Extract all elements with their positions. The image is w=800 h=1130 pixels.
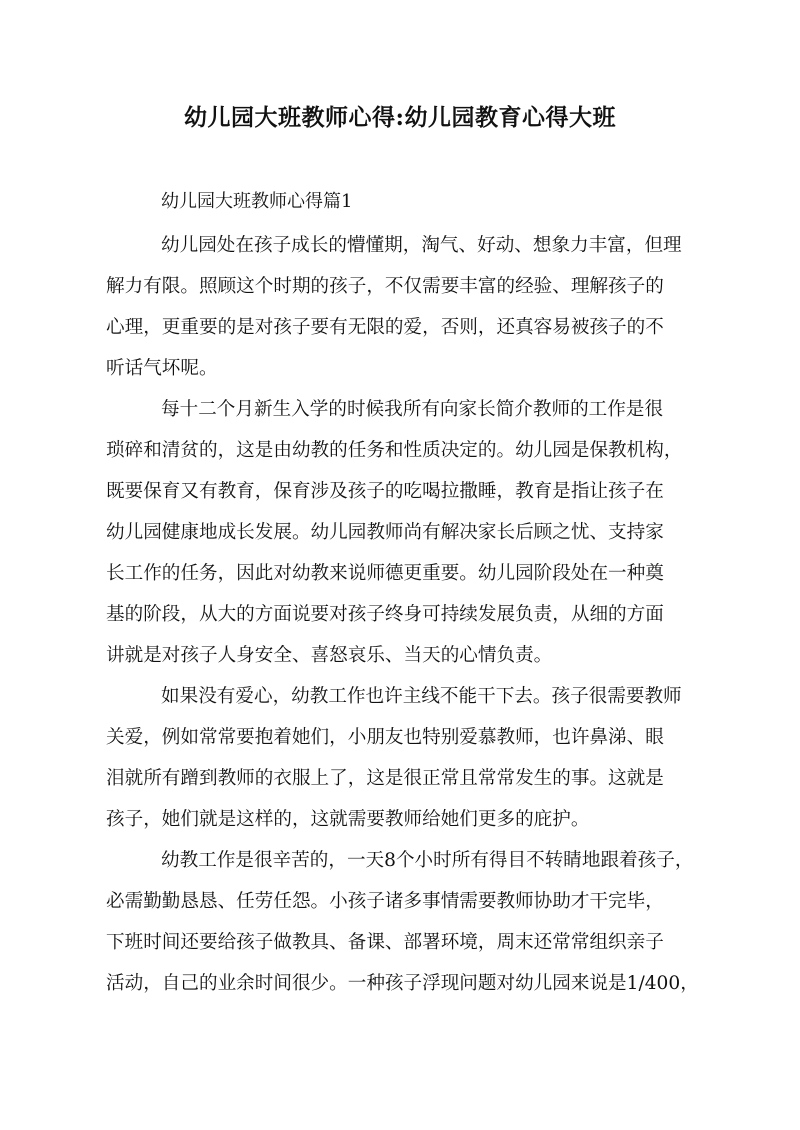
text-line: 解力有限。照顾这个时期的孩子，不仅需要丰富的经验、理解孩子的 [106,276,664,297]
text-line: 幼教工作是很辛苦的，一天8个小时所有得目不转睛地跟着孩子， [161,850,694,871]
text-line: 幼儿园处在孩子成长的懵懂期，淘气、好动、想象力丰富，但理 [161,235,682,256]
text-line: 琐碎和清贫的，这是由幼教的任务和性质决定的。幼儿园是保教机构， [106,440,683,461]
text-line: 讲就是对孩子人身安全、喜怒哀乐、当天的心情负责。 [106,645,553,666]
document-title: 幼儿园大班教师心得:幼儿园教育心得大班 [184,104,616,131]
text-line: 心理，更重要的是对孩子要有无限的爱，否则，还真容易被孩子的不 [106,317,664,338]
text-line: 长工作的任务，因此对幼教来说师德更重要。幼儿园阶段处在一种奠 [106,563,664,584]
text-line: 必需勤勤恳恳、任劳任怨。小孩子诸多事情需要教师协助才干完毕， [106,891,664,912]
text-line: 关爱，例如常常要抱着她们，小朋友也特别爱慕教师，也许鼻涕、眼 [106,727,664,748]
text-line: 活动，自己的业余时间很少。一种孩子浮现问题对幼儿园来说是1/400， [106,973,699,994]
text-line: 基的阶段，从大的方面说要对孩子终身可持续发展负责，从细的方面 [106,604,664,625]
text-line: 如果没有爱心，幼教工作也许主线不能干下去。孩子很需要教师 [161,686,682,707]
text-line: 泪就所有蹭到教师的衣服上了，这是很正常且常常发生的事。这就是 [106,768,664,789]
text-line: 下班时间还要给孩子做教具、备课、部署环境，周末还常常组织亲子 [106,932,664,953]
text-line: 既要保育又有教育，保育涉及孩子的吃喝拉撒睡，教育是指让孩子在 [106,481,664,502]
text-line: 幼儿园健康地成长发展。幼儿园教师尚有解决家长后顾之忧、支持家 [106,522,664,543]
section-heading: 幼儿园大班教师心得篇1 [161,191,353,212]
text-line: 孩子，她们就是这样的，这就需要教师给她们更多的庇护。 [106,809,590,830]
text-line: 听话气坏呢。 [106,358,218,379]
text-line: 每十二个月新生入学的时候我所有向家长简介教师的工作是很 [161,399,664,420]
